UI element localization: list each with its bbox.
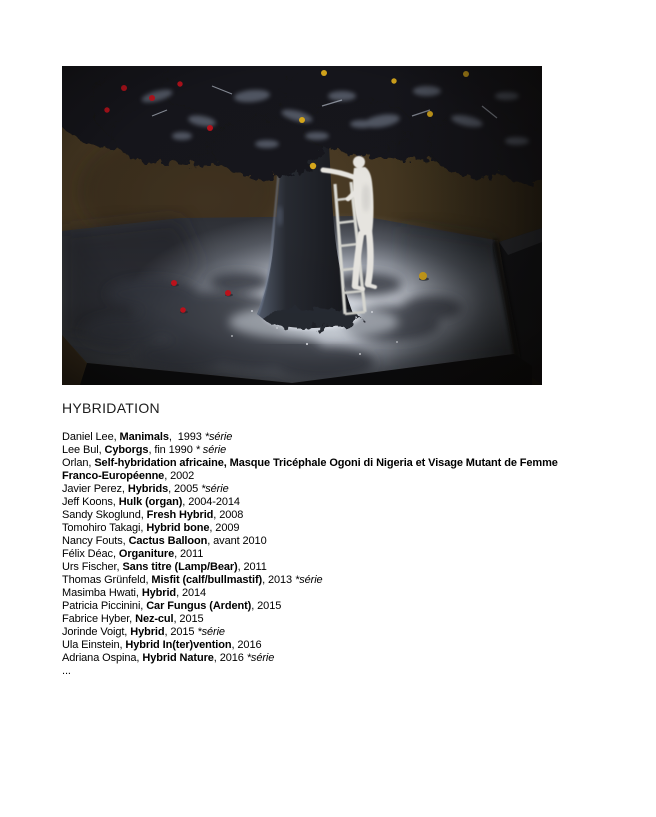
artwork-entry: Thomas Grünfeld, Misfit (calf/bullmastif), 2013 *série	[62, 574, 323, 586]
artwork-entry: Masimba Hwati, Hybrid, 2014	[62, 587, 207, 599]
artwork-entry: Urs Fischer, Sans titre (Lamp/Bear), 2011	[62, 561, 267, 573]
artwork-entry: Adriana Ospina, Hybrid Nature, 2016 *série	[62, 652, 275, 664]
artwork-entry: Orlan, Self-hybridation africaine, Masque Tricéphale Ogoni di Nigeria et Visage Mutant de Femme	[62, 457, 558, 469]
artwork-entry: Daniel Lee, Manimals, 1993 *série	[62, 431, 233, 443]
artwork-list	[62, 431, 622, 678]
artwork-photo	[62, 66, 542, 385]
artwork-entry: Franco-Européenne, 2002	[62, 470, 195, 482]
section-title: HYBRIDATION	[62, 400, 160, 416]
artwork-entry: Jeff Koons, Hulk (organ), 2004-2014	[62, 496, 240, 508]
artwork-entry: Tomohiro Takagi, Hybrid bone, 2009	[62, 522, 240, 534]
artwork-entry: Lee Bul, Cyborgs, fin 1990 * série	[62, 444, 227, 456]
artwork-entry: Fabrice Hyber, Nez-cul, 2015	[62, 613, 204, 625]
artwork-entry: Jorinde Voigt, Hybrid, 2015 *série	[62, 626, 225, 638]
artwork-entry: Patricia Piccinini, Car Fungus (Ardent), 2015	[62, 600, 282, 612]
artwork-entry: Nancy Fouts, Cactus Balloon, avant 2010	[62, 535, 267, 547]
artwork-photo-illustration	[62, 66, 542, 385]
artwork-entry: Sandy Skoglund, Fresh Hybrid, 2008	[62, 509, 244, 521]
artwork-entry: Javier Perez, Hybrids, 2005 *série	[62, 483, 229, 495]
artwork-entry: Ula Einstein, Hybrid In(ter)vention, 2016	[62, 639, 262, 651]
artwork-entry: Félix Déac, Organiture, 2011	[62, 548, 204, 560]
artwork-entry: ...	[62, 665, 71, 677]
